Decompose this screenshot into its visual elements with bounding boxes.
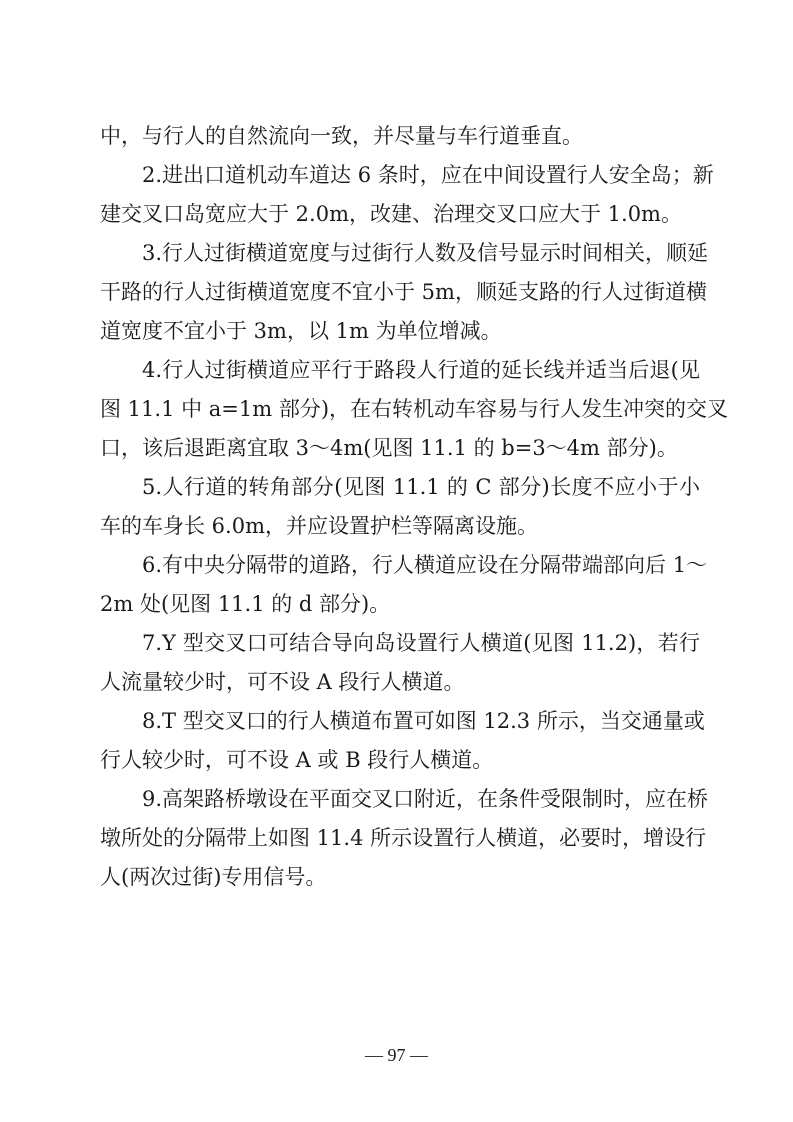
text-line: 8.T 型交叉口的行人横道布置可如图 12.3 所示，当交通量或 (142, 709, 705, 733)
text-line: 行人较少时，可不设 A 或 B 段行人横道。 (100, 748, 494, 772)
paragraph-item-8 (100, 702, 705, 780)
text-line: 7.Y 型交叉口可结合导向岛设置行人横道(见图 11.2)，若行 (142, 631, 700, 655)
paragraph-item-9 (100, 780, 709, 897)
text-line: 道宽度不宜小于 3m，以 1m 为单位增减。 (100, 319, 502, 343)
page-number: — 97 — (365, 1045, 428, 1065)
text-line: 2m 处(见图 11.1 的 d 部分)。 (100, 592, 391, 616)
text-line: 4.行人过街横道应平行于路段人行道的延长线并适当后退(见 (142, 358, 700, 382)
document-body (100, 117, 729, 897)
text-line: 人流量较少时，可不设 A 段行人横道。 (100, 670, 465, 694)
text-line: 干路的行人过街横道宽度不宜小于 5m，顺延支路的行人过街道横 (100, 280, 707, 304)
text-line: 3.行人过街横道宽度与过街行人数及信号显示时间相关，顺延 (142, 241, 709, 265)
text-line: 中，与行人的自然流向一致，并尽量与车行道垂直。 (100, 124, 583, 148)
text-line: 9.高架路桥墩设在平面交叉口附近，在条件受限制时，应在桥 (142, 787, 709, 811)
paragraph-item-2 (100, 156, 714, 234)
text-line: 图 11.1 中 a=1m 部分)，在右转机动车容易与行人发生冲突的交叉 (100, 397, 729, 421)
paragraph-item-5 (100, 468, 700, 546)
paragraph-item-3 (100, 234, 709, 351)
text-line: 墩所处的分隔带上如图 11.4 所示设置行人横道，必要时，增设行 (100, 826, 707, 850)
paragraph-continuation (100, 117, 700, 156)
text-line: 口，该后退距离宜取 3～4m(见图 11.1 的 b=3～4m 部分)。 (100, 436, 678, 460)
text-line: 人(两次过街)专用信号。 (100, 865, 327, 889)
text-line: 车的车身长 6.0m，并应设置护栏等隔离设施。 (100, 514, 538, 538)
text-line: 建交叉口岛宽应大于 2.0m，改建、治理交叉口应大于 1.0m。 (100, 202, 682, 226)
paragraph-item-7 (100, 624, 700, 702)
paragraph-item-4 (100, 351, 729, 468)
text-line: 2.进出口道机动车道达 6 条时，应在中间设置行人安全岛；新 (142, 163, 714, 187)
text-line: 6.有中央分隔带的道路，行人横道应设在分隔带端部向后 1～ (142, 553, 708, 577)
text-line: 5.人行道的转角部分(见图 11.1 的 C 部分)长度不应小于小 (142, 475, 700, 499)
paragraph-item-6 (100, 546, 708, 624)
